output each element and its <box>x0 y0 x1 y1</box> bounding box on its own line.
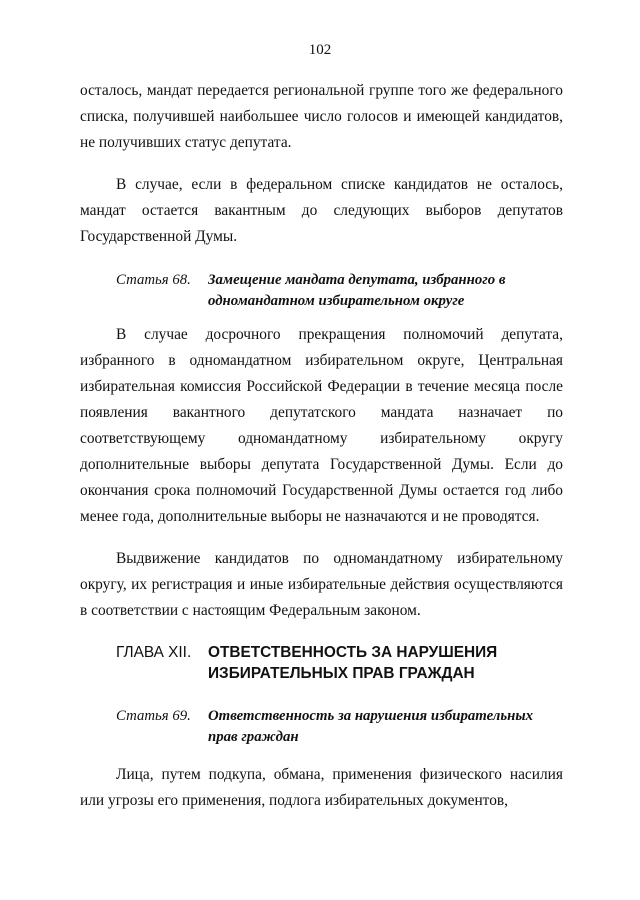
chapter-number: ГЛАВА XII. <box>116 644 192 661</box>
text-line: после появления вакантного депутатского мандата назначает по <box>80 378 563 421</box>
text-line: либо менее года, дополнительные выборы не назначаются и не <box>80 482 563 525</box>
text-line: соответствующему одномандатному избирательному округу <box>80 430 563 447</box>
paragraph-liability <box>80 762 563 814</box>
article-title-line: Замещение мандата депутата, избранного в <box>208 272 506 288</box>
article-title-line: одномандатном избирательном округе <box>208 293 465 309</box>
text-line: имеющей кандидатов, не получивших статус депутата. <box>80 108 563 151</box>
text-line: Выдвижение кандидатов по одномандатному избирательному <box>116 550 563 567</box>
paragraph-continuation <box>80 78 563 156</box>
article-69-heading <box>116 706 563 748</box>
article-title <box>208 706 563 748</box>
text-line: мандат остается вакантным до следующих выборов депутатов <box>80 202 563 219</box>
article-68-heading <box>116 270 563 312</box>
text-line: Государственной Думы. <box>80 228 238 245</box>
text-line: дополнительные выборы депутата Государственной Думы. Если до <box>80 456 563 473</box>
text-line: В случае досрочного прекращения полномочий депутата, <box>116 326 563 343</box>
page-body <box>80 78 563 814</box>
text-line: В случае, если в федеральном списке кандидатов не осталось, <box>116 176 563 193</box>
article-title-line: Ответственность за нарушения избирательных <box>208 708 534 724</box>
chapter-12-heading <box>116 642 563 684</box>
text-line: округу, их регистрация и иные избирательные действия <box>80 576 450 593</box>
chapter-title-line: ИЗБИРАТЕЛЬНЫХ ПРАВ ГРАЖДАН <box>208 665 475 682</box>
text-line: или угрозы его применения, подлога избирательных документов, <box>80 792 509 809</box>
article-title-line: прав граждан <box>208 729 299 745</box>
chapter-title <box>208 642 563 684</box>
article-number: Статья 68. <box>116 272 191 288</box>
page-number: 102 <box>308 42 332 58</box>
text-line: федерального списка, получившей наибольшее число голосов и <box>80 82 563 125</box>
chapter-title-line: ОТВЕТСТВЕННОСТЬ ЗА НАРУШЕНИЯ <box>208 644 498 661</box>
text-line: проводятся. <box>461 508 540 525</box>
text-line: Лица, путем подкупа, обмана, применения физического насилия <box>116 766 563 783</box>
paragraph-nomination <box>80 546 563 624</box>
paragraph-vacant-mandate <box>80 172 563 250</box>
text-line: осуществляются в соответствии с настоящим Федеральным законом. <box>80 576 563 619</box>
paragraph-early-termination <box>80 322 563 530</box>
text-line: избранного в одномандатном избирательном округе, Центральная <box>80 352 563 369</box>
text-line: избирательная комиссия Российской Федерации в течение месяца <box>80 378 521 395</box>
text-line: осталось, мандат передается региональной группе того же <box>80 82 469 99</box>
article-number: Статья 69. <box>116 708 191 724</box>
article-title <box>208 270 563 312</box>
text-line: окончания срока полномочий Государственной Думы остается год <box>80 482 526 499</box>
